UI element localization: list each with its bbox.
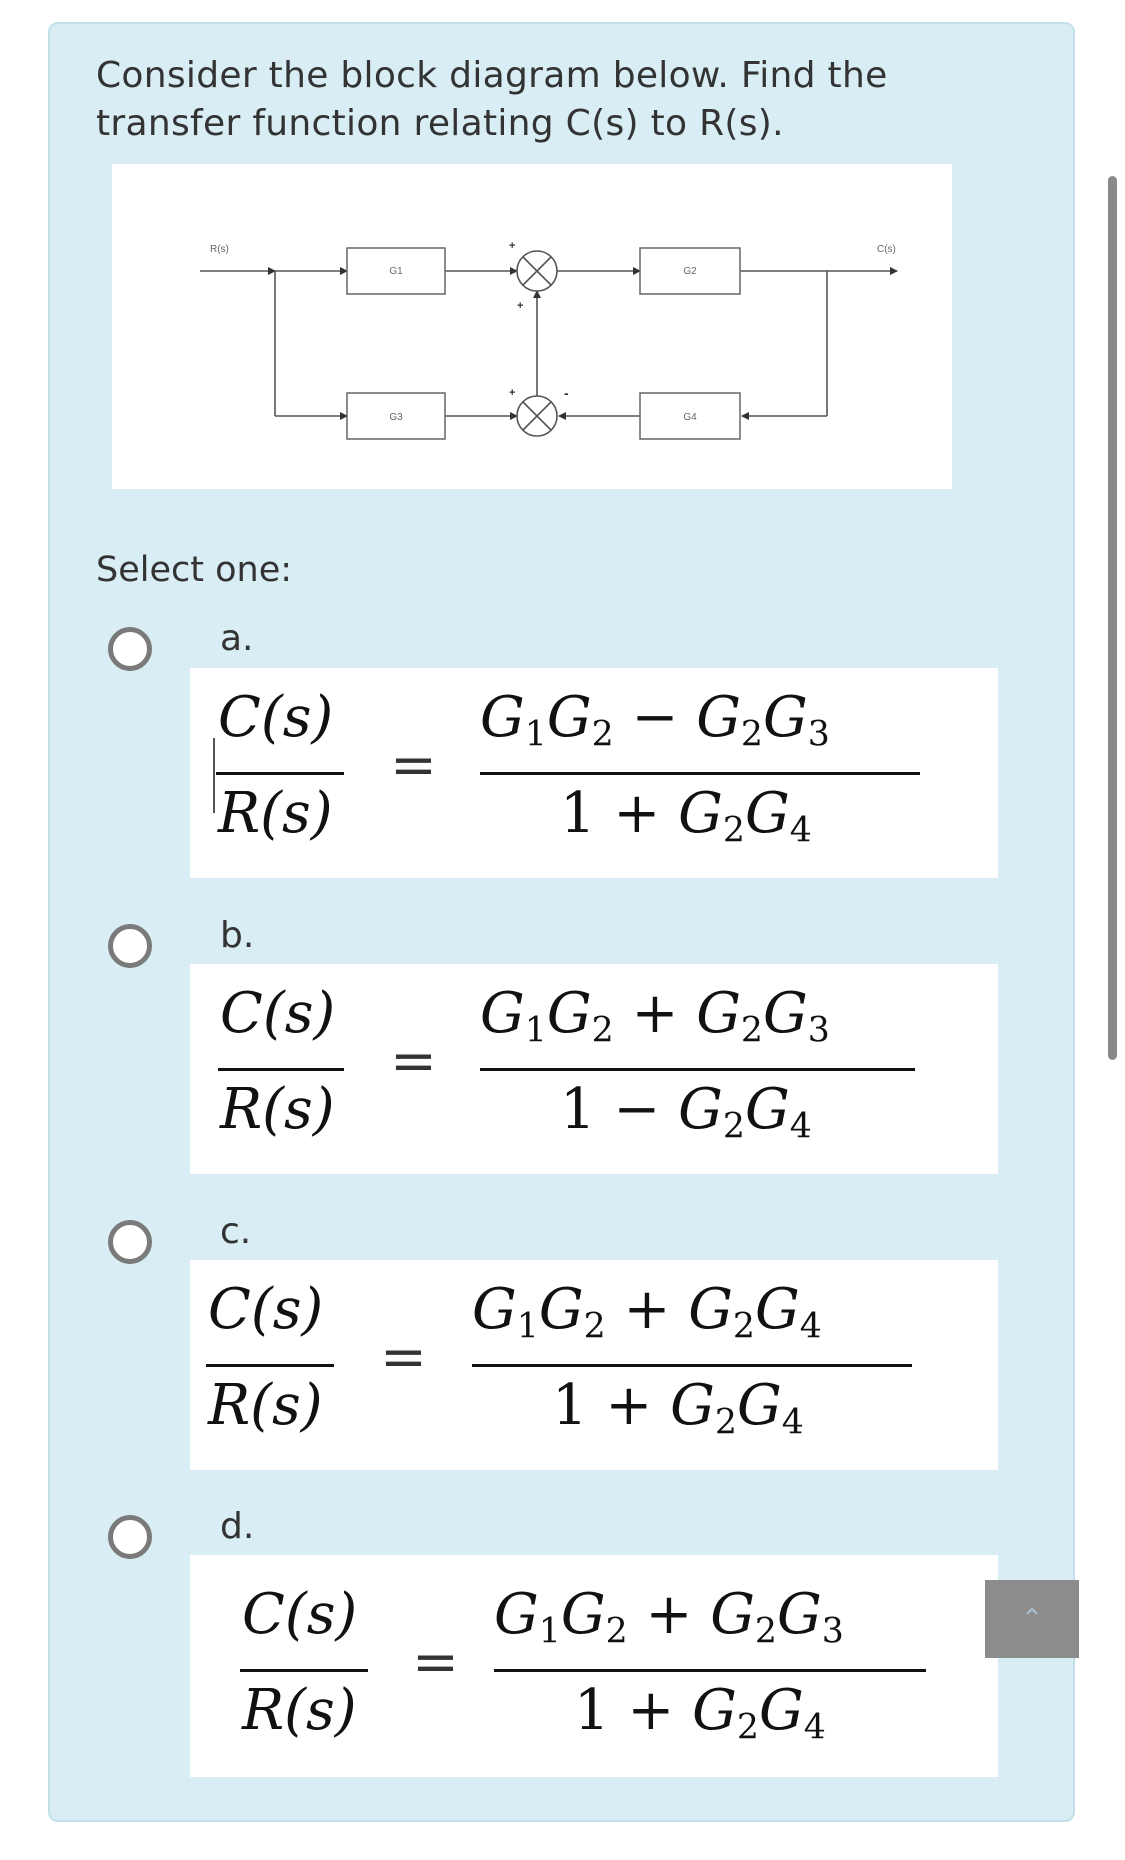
option-d-formula[interactable] (190, 1555, 998, 1777)
input-label: R(s) (210, 244, 229, 255)
option-d-lhs-denominator: R(s) (242, 1678, 357, 1743)
question-line-1: Consider the block diagram below. Find the (96, 55, 888, 96)
sum1-sign-left: + (509, 240, 516, 252)
option-a-formula[interactable] (190, 668, 998, 878)
option-c-letter: c. (220, 1211, 252, 1252)
option-b-letter: b. (220, 915, 255, 956)
option-a-numerator: $G_1G_2 - G_2G_3$ (480, 685, 830, 755)
label-g1: G1 (389, 266, 403, 277)
option-a-denominator: $1 + G_2G_4$ (560, 781, 812, 851)
option-c-equals: = (380, 1325, 427, 1390)
text-cursor (213, 738, 215, 813)
option-b-numerator: $G_1G_2 + G_2G_3$ (480, 981, 830, 1051)
label-g2: G2 (683, 266, 697, 277)
option-d-radio[interactable] (108, 1515, 152, 1559)
block-diagram-svg (112, 164, 952, 489)
question-text (96, 52, 996, 148)
option-b-bar (480, 1068, 915, 1071)
option-d-equals: = (412, 1630, 459, 1695)
option-b-radio[interactable] (108, 924, 152, 968)
question-card (48, 22, 1075, 1822)
sum1-sign-bottom: + (517, 300, 524, 312)
option-b-formula[interactable] (190, 964, 998, 1174)
sum2-sign-left: + (509, 387, 516, 399)
option-d-bar (494, 1669, 926, 1672)
option-c-lhs-bar (206, 1364, 334, 1367)
block-diagram (112, 164, 952, 489)
option-b-denominator: $1 - G_2G_4$ (560, 1077, 812, 1147)
option-a-letter: a. (220, 618, 254, 659)
sum2-sign-right: - (564, 385, 569, 401)
option-c-numerator: $G_1G_2 + G_2G_4$ (472, 1277, 822, 1347)
option-d-numerator: $G_1G_2 + G_2G_3$ (494, 1582, 844, 1652)
option-c-lhs-denominator: R(s) (208, 1373, 323, 1438)
option-a-lhs-numerator: C(s) (218, 685, 334, 750)
page-scrollbar[interactable] (1108, 176, 1117, 1060)
option-d-letter: d. (220, 1506, 255, 1547)
option-a-radio[interactable] (108, 627, 152, 671)
option-d-lhs-numerator: C(s) (242, 1582, 358, 1647)
option-c-radio[interactable] (108, 1220, 152, 1264)
select-one-label: Select one: (96, 550, 293, 590)
option-b-lhs-bar (218, 1068, 344, 1071)
back-to-top-button[interactable] (985, 1580, 1079, 1658)
option-a-equals: = (390, 733, 437, 798)
label-g4: G4 (683, 412, 697, 423)
chevron-up-icon: ⌃ (1021, 1604, 1043, 1634)
label-g3: G3 (389, 412, 403, 423)
option-a-lhs-bar (216, 772, 344, 775)
option-a-lhs-denominator: R(s) (218, 781, 333, 846)
option-c-denominator: $1 + G_2G_4$ (552, 1373, 804, 1443)
option-d-denominator: $1 + G_2G_4$ (574, 1678, 826, 1748)
option-b-lhs-numerator: C(s) (220, 981, 336, 1046)
option-d-lhs-bar (240, 1669, 368, 1672)
option-b-lhs-denominator: R(s) (220, 1077, 335, 1142)
option-a-bar (480, 772, 920, 775)
question-line-2: transfer function relating C(s) to R(s). (96, 103, 784, 144)
option-c-formula[interactable] (190, 1260, 998, 1470)
option-b-equals: = (390, 1029, 437, 1094)
option-c-bar (472, 1364, 912, 1367)
option-c-lhs-numerator: C(s) (208, 1277, 324, 1342)
output-label: C(s) (877, 244, 896, 255)
